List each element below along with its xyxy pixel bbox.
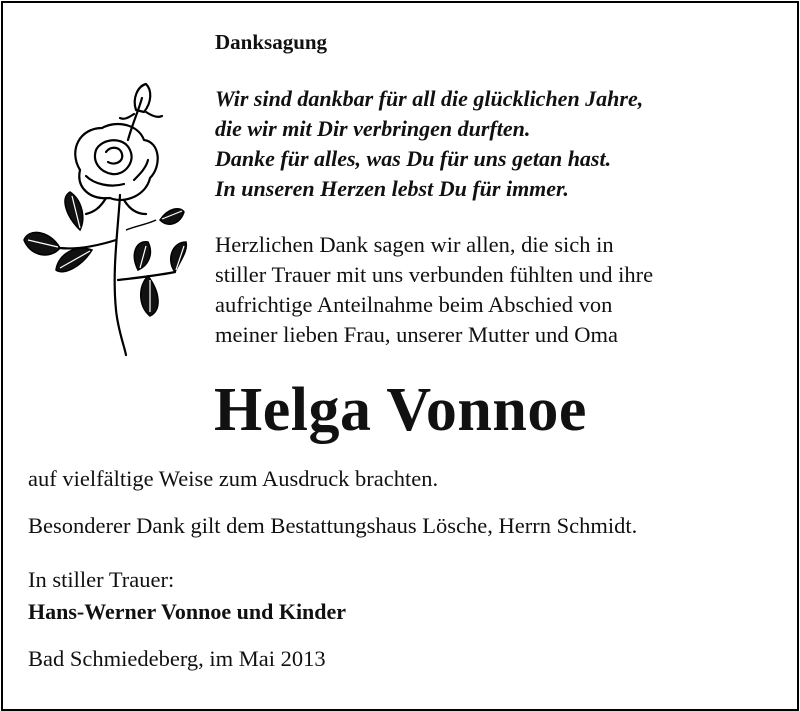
- intro-line: stiller Trauer mit uns verbunden fühlten und ihre: [215, 262, 654, 287]
- mourning-label: In stiller Trauer:: [28, 567, 175, 592]
- intro-line: aufrichtige Anteilnahme beim Abschied von: [215, 292, 613, 317]
- poem-line: die wir mit Dir verbringen durften.: [215, 116, 531, 141]
- intro-line: meiner lieben Frau, unserer Mutter und Oma: [215, 322, 619, 347]
- place-date: Bad Schmiedeberg, im Mai 2013: [28, 646, 326, 671]
- poem-line: Wir sind dankbar für all die glücklichen Jahre,: [215, 86, 644, 111]
- intro-line: Herzlichen Dank sagen wir allen, die sich in: [215, 232, 614, 257]
- notice-heading: Danksagung: [215, 30, 328, 54]
- poem-line: In unseren Herzen lebst Du für immer.: [215, 176, 569, 201]
- special-thanks: Besonderer Dank gilt dem Bestattungshaus Lösche, Herrn Schmidt.: [28, 513, 638, 538]
- closing-line: auf vielfältige Weise zum Ausdruck brachten.: [28, 466, 439, 491]
- poem-line: Danke für alles, was Du für uns getan hast.: [215, 146, 612, 171]
- family-signature: Hans-Werner Vonnoe und Kinder: [28, 599, 347, 624]
- poem-block: [215, 84, 643, 204]
- deceased-name: Helga Vonnoe: [214, 376, 587, 444]
- rose-icon: [20, 80, 190, 360]
- intro-block: [215, 230, 653, 350]
